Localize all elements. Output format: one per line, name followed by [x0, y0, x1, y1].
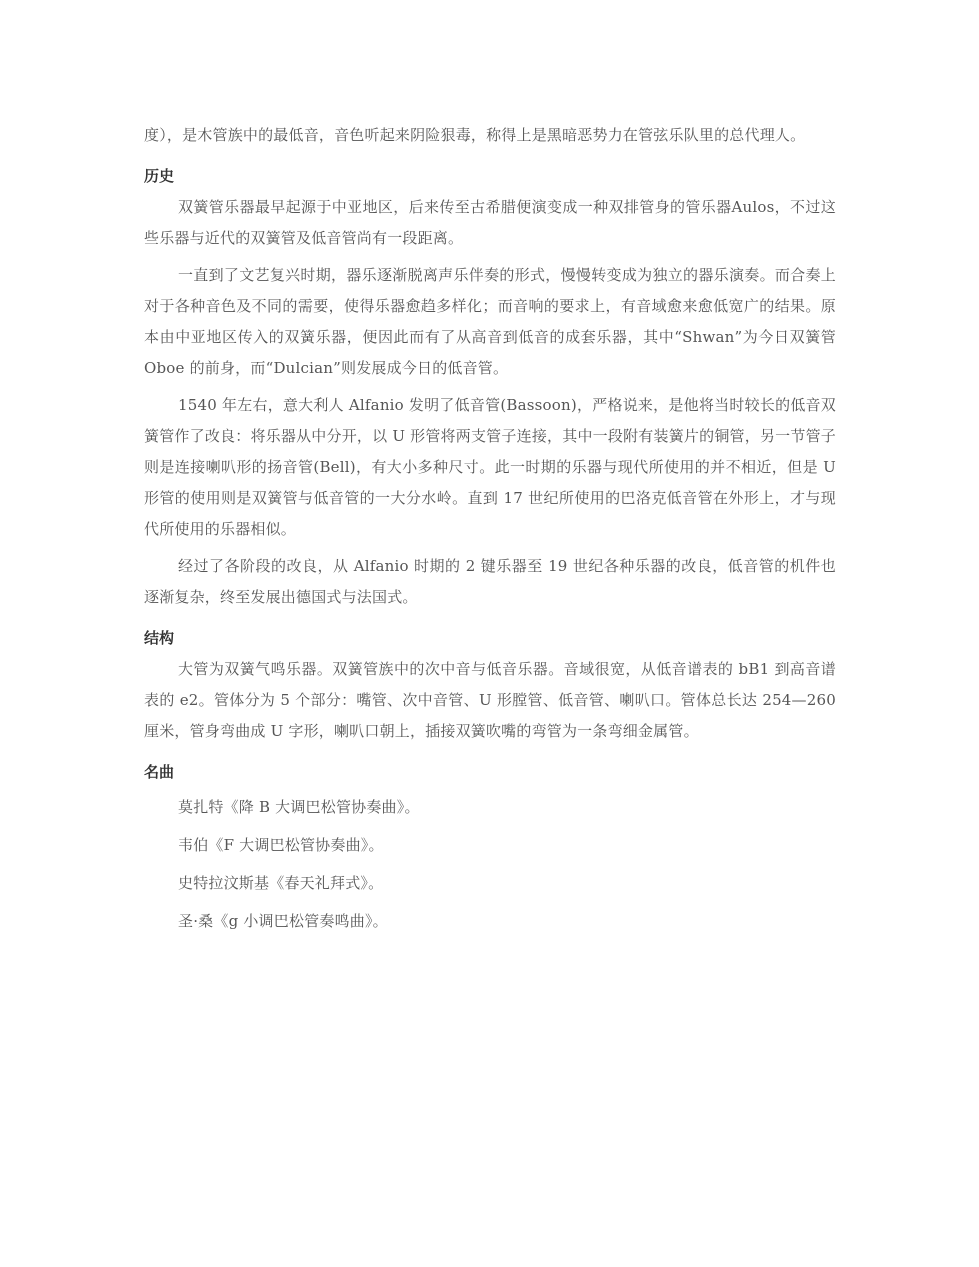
history-heading: 历史: [144, 167, 175, 185]
list-item: 圣·桑《g 小调巴松管奏鸣曲》。: [178, 912, 388, 930]
structure-heading: 结构: [144, 629, 175, 647]
intro-paragraph: 度），是木管族中的最低音，音色听起来阴险狠毒，称得上是黑暗恶势力在管弦乐队里的总代理人。: [144, 126, 806, 144]
works-heading: 名曲: [144, 763, 175, 781]
list-item: 韦伯《F 大调巴松管协奏曲》。: [178, 836, 384, 854]
structure-paragraph: 大管为双簧气鸣乐器。双簧管族中的次中音与低音乐器。音域很宽，从低音谱表的 bB1 到高音谱表的 e2。管体分为 5 个部分：嘴管、次中音管、U 形膛管、低音管、喇叭口。管体总长达 254—260 厘米，管身弯曲成 U 字形，喇叭口朝上，插接双簧吹嘴的弯管为一条弯细金属管。: [144, 660, 836, 740]
history-paragraph-3: 1540 年左右，意大利人 Alfanio 发明了低音管(Bassoon)，严格说来，是他将当时较长的低音双簧管作了改良：将乐器从中分开，以 U 形管将两支管子连接，其中一段附有装簧片的铜管，另一节管子则是连接喇叭形的扬音管(Bell)，有大小多种尺寸。此一时期的乐器与现代所使用的并不相近，但是 U 形管的使用则是双簧管与低音管的一大分水岭。直到 17 世纪所使用的巴洛克低音管在外形上，才与现代所使用的乐器相似。: [144, 396, 836, 538]
list-item: 莫扎特《降 B 大调巴松管协奏曲》。: [178, 798, 420, 816]
history-paragraph-4: 经过了各阶段的改良，从 Alfanio 时期的 2 键乐器至 19 世纪各种乐器的改良，低音管的机件也逐渐复杂，终至发展出德国式与法国式。: [144, 557, 836, 606]
works-list: [144, 794, 836, 935]
list-item: 史特拉汶斯基《春天礼拜式》。: [178, 874, 384, 892]
history-paragraph-1: 双簧管乐器最早起源于中亚地区，后来传至古希腊便演变成一种双排管身的管乐器Aulos，不过这些乐器与近代的双簧管及低音管尚有一段距离。: [144, 198, 836, 247]
document-page: [144, 120, 836, 935]
history-paragraph-2: 一直到了文艺复兴时期，器乐逐渐脱离声乐伴奏的形式，慢慢转变成为独立的器乐演奏。而合奏上对于各种音色及不同的需要，使得乐器愈趋多样化；而音响的要求上，有音域愈来愈低宽广的结果。原本由中亚地区传入的双簧乐器，便因此而有了从高音到低音的成套乐器，其中“Shwan”为今日双簧管 Oboe 的前身，而“Dulcian”则发展成今日的低音管。: [144, 266, 836, 377]
